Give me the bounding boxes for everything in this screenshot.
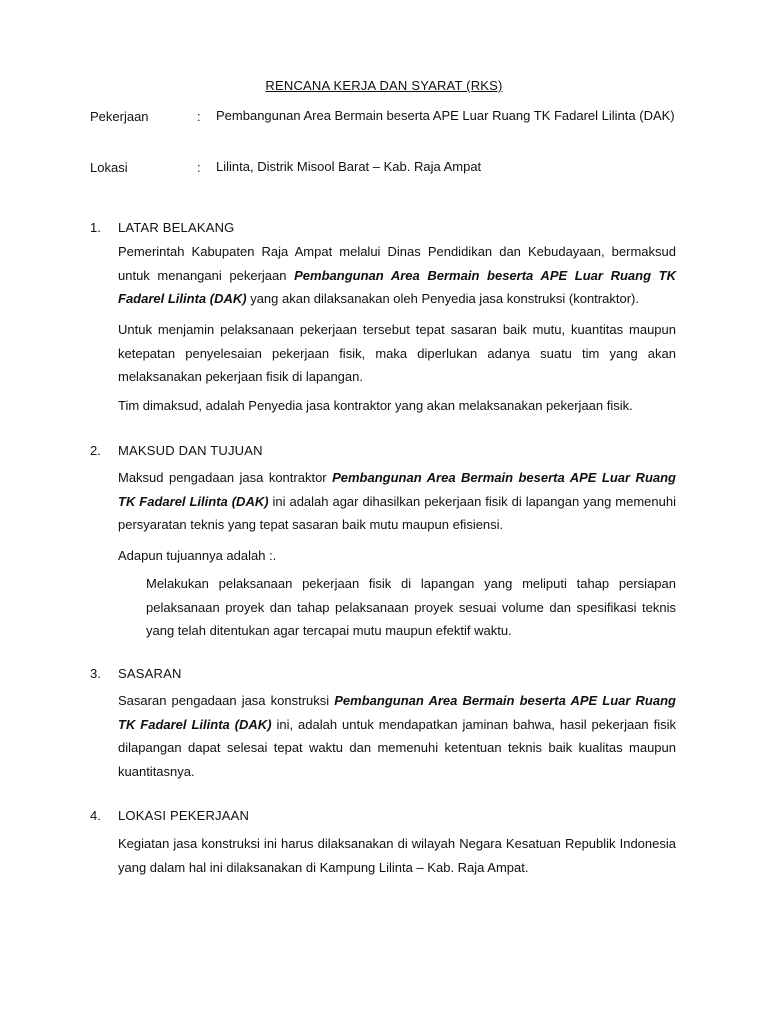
section-2-paragraph-1: Maksud pengadaan jasa kontraktor Pembangunan Area Bermain beserta APE Luar Ruang TK Fadarel Lilinta (DAK) ini adalah agar dihasilkan pekerjaan fisik di lapangan yang memenuhi persyaratan teknis yang tepat sasaran baik mutu maupun efisiensi.	[118, 470, 676, 532]
section-1-heading: LATAR BELAKANG	[118, 220, 235, 235]
section-2-paragraph-2: Adapun tujuannya adalah :.	[118, 548, 277, 563]
project-name: Pembangunan Area Bermain beserta APE Luar Ruang TK Fadarel Lilinta (DAK)	[118, 693, 676, 732]
section-3-heading: SASARAN	[118, 666, 182, 681]
section-4-number: 4.	[90, 808, 101, 823]
project-name: Pembangunan Area Bermain beserta APE Luar Ruang TK Fadarel Lilinta (DAK)	[118, 267, 676, 306]
section-4-heading: LOKASI PEKERJAAN	[118, 808, 250, 823]
document-title: RENCANA KERJA DAN SYARAT (RKS)	[265, 78, 503, 93]
lokasi-value: Lilinta, Distrik Misool Barat – Kab. Raja Ampat	[216, 159, 482, 174]
section-2-heading: MAKSUD DAN TUJUAN	[118, 443, 263, 458]
section-1-paragraph-3: Tim dimaksud, adalah Penyedia jasa kontraktor yang akan melaksanakan pekerjaan fisik.	[118, 398, 633, 413]
pekerjaan-value: Pembangunan Area Bermain beserta APE Luar Ruang TK Fadarel Lilinta (DAK)	[216, 108, 675, 123]
project-name: Pembangunan Area Bermain beserta APE Luar Ruang TK Fadarel Lilinta (DAK)	[118, 470, 676, 509]
pekerjaan-colon: :	[197, 109, 201, 124]
section-2-number: 2.	[90, 443, 101, 458]
lokasi-colon: :	[197, 160, 201, 175]
section-4-paragraph-1: Kegiatan jasa konstruksi ini harus dilaksanakan di wilayah Negara Kesatuan Republik Indonesia yang dalam hal ini dilaksanakan di Kampung Lilinta – Kab. Raja Ampat.	[118, 836, 676, 875]
section-2-paragraph-3: Melakukan pelaksanaan pekerjaan fisik di lapangan yang meliputi tahap persiapan pelaksanaan proyek dan tahap pelaksanaan proyek sesuai volume dan spesifikasi teknis yang telah ditentukan agar tercapai mutu maupun efektif waktu.	[146, 576, 676, 638]
section-1-paragraph-2: Untuk menjamin pelaksanaan pekerjaan tersebut tepat sasaran baik mutu, kuantitas maupun ketepatan penyelesaian pekerjaan fisik, maka diperlukan adanya suatu tim yang akan melaksanakan pekerjaan fisik di lapangan.	[118, 322, 676, 384]
section-1-number: 1.	[90, 220, 101, 235]
lokasi-label: Lokasi	[90, 160, 128, 175]
pekerjaan-label: Pekerjaan	[90, 109, 149, 124]
section-1-paragraph-1: Pemerintah Kabupaten Raja Ampat melalui Dinas Pendidikan dan Kebudayaan, bermaksud untuk menangani pekerjaan Pembangunan Area Bermain beserta APE Luar Ruang TK Fadarel Lilinta (DAK) yang akan dilaksanakan oleh Penyedia jasa konstruksi (kontraktor).	[118, 244, 676, 306]
section-3-number: 3.	[90, 666, 101, 681]
section-3-paragraph-1: Sasaran pengadaan jasa konstruksi Pembangunan Area Bermain beserta APE Luar Ruang TK Fadarel Lilinta (DAK) ini, adalah untuk mendapatkan jaminan bahwa, hasil pekerjaan fisik dilapangan dapat selesai tepat waktu dan memenuhi ketentuan teknis baik kualitas maupun kuantitasnya.	[118, 693, 676, 779]
